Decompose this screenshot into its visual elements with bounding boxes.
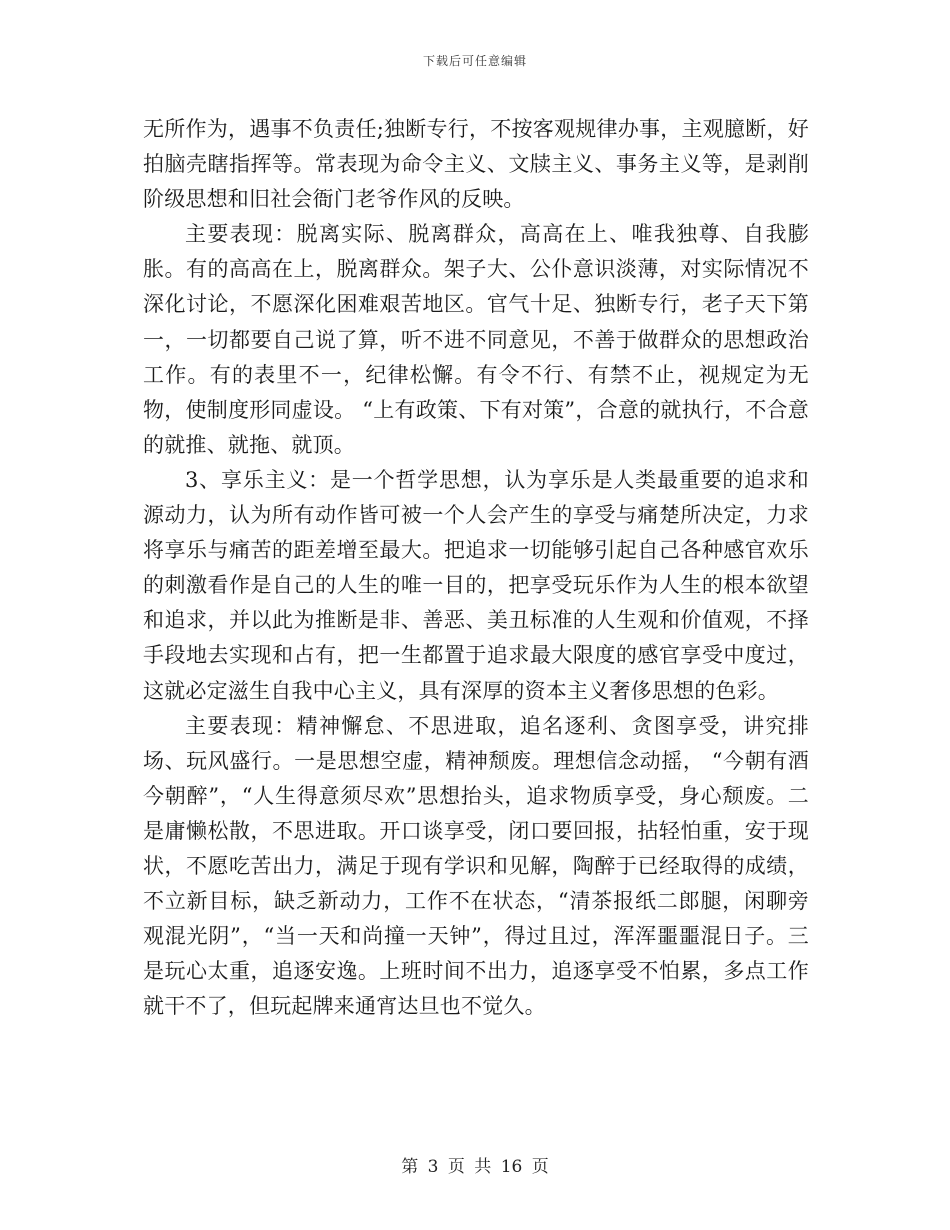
paragraph-main-manifestations-bureaucratism: 主要表现：脱离实际、脱离群众，高高在上、唯我独尊、自我膨胀。有的高高在上，脱离群众。架子大、公仆意识淡薄，对实际情况不深化讨论，不愿深化困难艰苦地区。官气十足、独断专行，老子天下第一，一切都要自己说了算，听不进不同意见，不善于做群众的思想政治工作。有的表里不一，纪律松懈。有令不行、有禁不止，视规定为无物，使制度形同虚设。 “上有政策、下有对策”，合意的就执行，不合意的就推、就拖、就顶。 [143,222,809,457]
page-number-footer: 第 3 页 共 16 页 [401,1157,549,1177]
document-body [143,112,809,1024]
page-header: 下载后可任意编辑 [422,54,527,68]
paragraph-continuation: 无所作为，遇事不负责任;独断专行，不按客观规律办事，主观臆断，好拍脑壳瞎指挥等。常表现为命令主义、文牍主义、事务主义等，是剥削阶级思想和旧社会衙门老爷作风的反映。 [143,117,809,212]
paragraph-main-manifestations-hedonism: 主要表现：精神懈怠、不思进取，追名逐利、贪图享受，讲究排场、玩风盛行。一是思想空虚，精神颓废。理想信念动摇， “今朝有酒今朝醉”，“人生得意须尽欢”思想抬头，追求物质享受，身心颓废。二是庸懒松散，不思进取。开口谈享受，闭口要回报，拈轻怕重，安于现状，不愿吃苦出力，满足于现有学识和见解，陶醉于已经取得的成绩，不立新目标，缺乏新动力，工作不在状态，“清茶报纸二郎腿，闲聊旁观混光阴”，“当一天和尚撞一天钟”，得过且过，浑浑噩噩混日子。三是玩心太重，追逐安逸。上班时间不出力，追逐享受不怕累，多点工作就干不了，但玩起牌来通宵达旦也不觉久。 [143,713,809,1019]
paragraph-hedonism-definition: 3、享乐主义：是一个哲学思想，认为享乐是人类最重要的追求和源动力，认为所有动作皆可被一个人会产生的享受与痛楚所决定，力求将享乐与痛苦的距差增至最大。把追求一切能够引起自己各种感官欢乐的刺激看作是自己的人生的唯一目的，把享受玩乐作为人生的根本欲望和追求，并以此为推断是非、善恶、美丑标准的人生观和价值观，不择手段地去实现和占有，把一生都置于追求最大限度的感官享受中度过，这就必定滋生自我中心主义，具有深厚的资本主义奢侈思想的色彩。 [143,467,809,703]
